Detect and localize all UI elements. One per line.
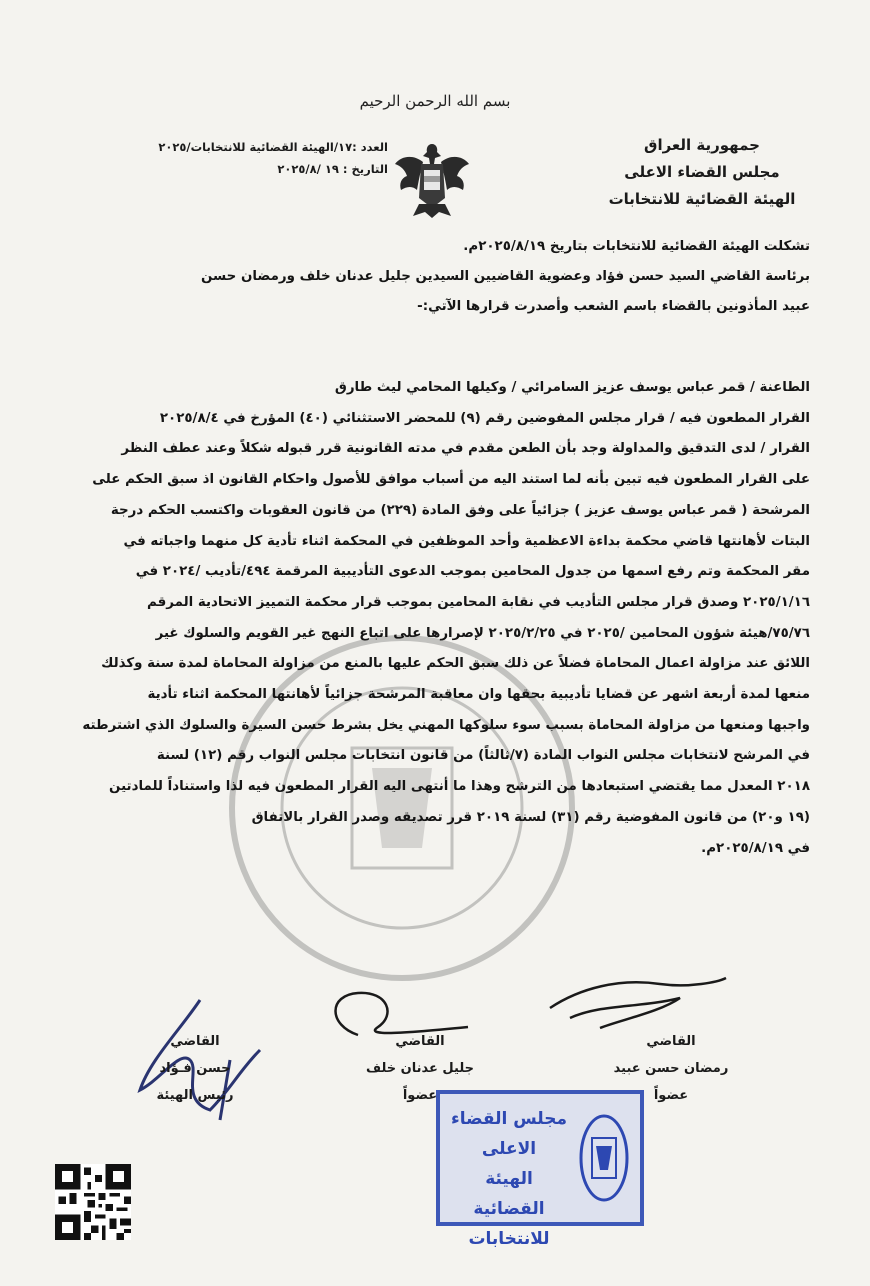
signer-role: عضواً — [653, 1088, 689, 1103]
body-line: مقر المحكمة وتم رفع اسمها من جدول المحامين بموجب الدعوى التأديبية المرقمة ٤٩٤/تأديب /٢٠٢٤ في — [135, 564, 810, 580]
issuer-header — [582, 132, 822, 213]
body-line: في المرشح لانتخابات مجلس النواب المادة (٧/ثالثاً) من قانون انتخابات مجلس النواب رقم (١٢) لسنة — [156, 748, 810, 764]
body-line: اللائق عند مزاولة اعمال المحاماة فضلاً عن ذلك سبق الحكم عليها بالمنع من مزاولة المحاماة لمدة سنة وكذلك — [101, 656, 810, 672]
signer-title: القاضي — [170, 1034, 220, 1049]
body-line: ٢٠١٨ المعدل مما يقتضي استبعادها من الترشح وهذا ما أنتهى اليه القرار المطعون فيه لذا واستناداً للمادتين — [109, 779, 810, 795]
stamp-line: مجلس القضاء الاعلى — [451, 1109, 567, 1159]
body-line: ٧٥/٧٦/هيئة شؤون المحامين /٢٠٢٥ في ٢٠٢٥/٢/٢٥ لإصرارها على اتباع النهج غير القويم والسلوك غير — [155, 625, 810, 641]
body-line: منعها لمدة أربعة اشهر عن قضايا تأديبية بحقها وان معاقبة المرشحة جزائياً لأهانتها المحكمة اثناء تأدية — [147, 687, 810, 703]
ruling-body — [62, 373, 810, 864]
qr-code-icon[interactable] — [55, 1164, 131, 1240]
issuer-body: الهيئة القضائية للانتخابات — [608, 190, 796, 208]
issuer-council: مجلس القضاء الاعلى — [624, 163, 780, 181]
basmala: بسم الله الرحمن الرحيم — [359, 92, 511, 110]
signer-role: عضواً — [402, 1088, 438, 1103]
signer-name: جليل عدنان خلف — [365, 1061, 475, 1076]
signer-title: القاضي — [646, 1034, 696, 1049]
body-line-contested-decision: القرار المطعون فيه / قرار مجلس المفوضين رقم (٩) للمحضر الاستثنائي (٤٠) المؤرخ في ٢٠٢٥/٨/٤ — [159, 410, 810, 426]
issuer-country: جمهورية العراق — [644, 136, 760, 154]
body-line-appellant: الطاعنة / قمر عباس يوسف عزيز السامرائي / وكيلها المحامي ليث طارق — [334, 380, 810, 395]
signer-name: رمضان حسن عبيد — [613, 1061, 729, 1076]
body-line-date: في ٢٠٢٥/٨/١٩م. — [701, 840, 810, 856]
intro-line: برئاسة القاضي السيد حسن فؤاد وعضوية القاضيين السيدين جليل عدنان خلف ورمضان حسن — [200, 269, 810, 284]
stamp-emblem-icon — [578, 1112, 630, 1204]
reference-header — [88, 136, 388, 180]
signer-title: القاضي — [395, 1034, 445, 1049]
body-line: المرشحة ( قمر عباس يوسف عزيز ) جزائياً على وفق المادة (٢٢٩) من قانون العقوبات واكتسب الحكم درجة — [110, 502, 810, 518]
body-line: ٢٠٢٥/١/١٦ وصدق قرار مجلس التأديب في نقابة المحامين بموجب قرار محكمة التمييز الاتحادية المرقم — [147, 594, 810, 610]
body-line: البتات لأهانتها قاضي محكمة بداءة الاعظمية وأحد الموظفين في المحكمة اثناء تأدية كل منهما واجباته في — [123, 533, 810, 549]
document-date: التاريخ : ١٩ /٢٠٢٥/٨ — [277, 162, 388, 176]
signature-block-chair — [130, 1028, 260, 1109]
intro-line: عبيد المأذونين بالقضاء باسم الشعب وأصدرت قرارها الآتي:- — [417, 299, 810, 314]
signer-name: حسن فـؤاد — [159, 1061, 231, 1076]
body-line: القرار / لدى التدقيق والمداولة وجد بأن الطعن مقدم في مدته القانونية قرر قبوله شكلاً وعند عطف النظر — [121, 441, 810, 457]
signer-role: رئيس الهيئة — [156, 1088, 234, 1103]
stamp-line: للانتخابات — [468, 1229, 550, 1249]
body-line: (١٩ و٢٠) من قانون المفوضية رقم (٣١) لسنة ٢٠١٩ قرر تصديقه وصدر القرار بالاتفاق — [251, 809, 810, 825]
stamp-text — [448, 1104, 570, 1254]
body-line: واجبها ومنعها من مزاولة المحاماة بسبب سوء سلوكها المهني يخل بشرط حسن السيرة والسلوك الذي اشترطته — [82, 717, 810, 733]
body-line: على القرار المطعون فيه تبين بأنه لما استند اليه من أسباب موافق للأصول واحكام القانون اذ سبق الحكم على — [92, 472, 810, 488]
intro-paragraph — [62, 232, 810, 322]
official-stamp — [436, 1090, 644, 1249]
iraq-eagle-emblem-icon — [393, 138, 471, 220]
document-number: العدد :١٧/الهيئة القضائية للانتخابات/٢٠٢٥ — [158, 140, 388, 154]
intro-line: تشكلت الهيئة القضائية للانتخابات بتاريخ ٢٠٢٥/٨/١٩م. — [463, 239, 810, 254]
stamp-line: الهيئة القضائية — [473, 1169, 545, 1219]
